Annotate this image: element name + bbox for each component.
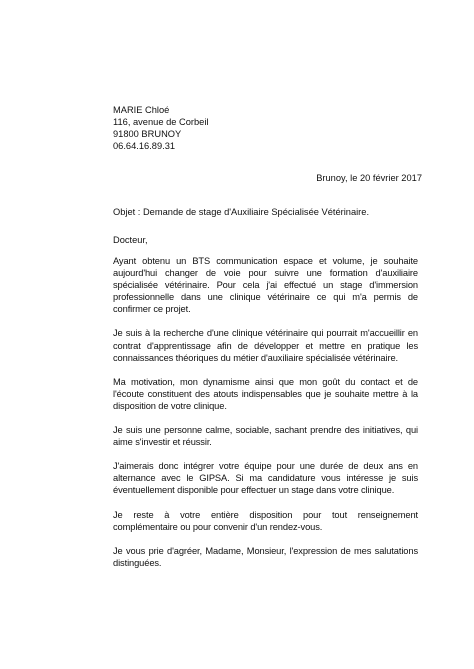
sender-city: 91800 BRUNOY	[113, 129, 182, 140]
letter-body	[113, 255, 418, 581]
sender-name: MARIE Chloé	[113, 105, 170, 115]
letter-subject: Objet : Demande de stage d'Auxiliaire Spécialisée Vétérinaire.	[113, 207, 370, 217]
letter-date: Brunoy, le 20 février 2017	[316, 173, 422, 183]
sender-street: 116, avenue de Corbeil	[113, 117, 209, 128]
sender-address-block	[113, 104, 363, 152]
paragraph-qualities: Je suis une personne calme, sociable, sachant prendre des initiatives, qui aime s'investir et réussir.	[113, 425, 418, 448]
sender-phone: 06.64.16.89.31	[113, 141, 176, 152]
paragraph-availability: J'aimerais donc intégrer votre équipe pour une durée de deux ans en alternance avec le GIPSA. Si ma candidature vous intéresse je suis éventuellement disponible pour effectuer un stage dans votre clinique.	[113, 461, 418, 496]
paragraph-disposition: Je reste à votre entière disposition pour tout renseignement complémentaire ou pour convenir d'un rendez-vous.	[113, 509, 418, 532]
paragraph-motivation: Ma motivation, mon dynamisme ainsi que mon goût du contact et de l'écoute constituent des atouts indispensables que je souhaite mettre à la disposition de votre clinique.	[113, 376, 418, 411]
paragraph-search: Je suis à la recherche d'une clinique vétérinaire qui pourrait m'accueillir en contrat d'apprentissage afin de développer et mettre en pratique les connaissances théoriques du métier d'auxiliaire spécialisée vétérinaire.	[113, 328, 418, 363]
paragraph-intro: Ayant obtenu un BTS communication espace et volume, je souhaite aujourd'hui changer de voie pour suivre une formation d'auxiliaire spécialisée vétérinaire. Pour cela j'ai effectué un stage d'immersion professionnelle dans une clinique vétérinaire ce qui m'a permis de confirmer ce projet.	[113, 256, 418, 315]
paragraph-closing: Je vous prie d'agréer, Madame, Monsieur, l'expression de mes salutations distinguées.	[113, 545, 418, 568]
letter-salutation: Docteur,	[113, 235, 148, 245]
